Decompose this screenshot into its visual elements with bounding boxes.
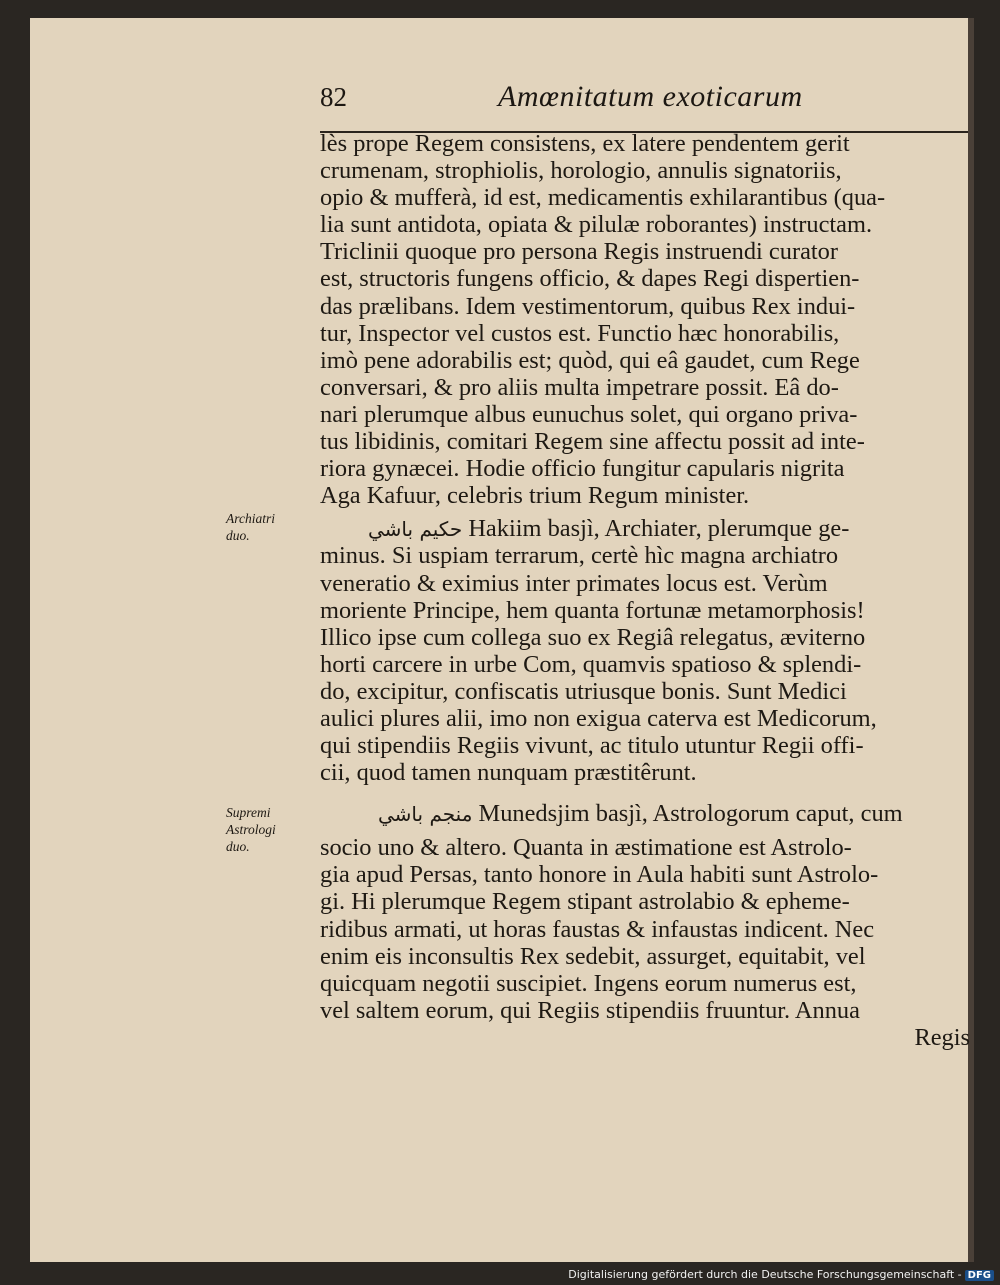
text-line: das prælibans. Idem vestimentorum, quibus Rex indui-	[320, 292, 856, 320]
text-line: lès prope Regem consistens, ex latere pendentem gerit	[320, 130, 850, 157]
text-line: tur, Inspector vel custos est. Functio hæc honorabilis,	[320, 319, 840, 347]
marginal-note-astrologi: Supremi Astrologi duo.	[226, 805, 276, 854]
text-line: quicquam negotii suscipiet. Ingens eorum numerus est,	[320, 969, 857, 997]
term-hakim-basji: Hakiim basjì, Archiater, plerumque ge-	[468, 515, 850, 543]
text-line: qui stipendiis Regiis vivunt, ac titulo utuntur Regii offi-	[320, 732, 864, 760]
running-title: Amœnitatum exoticarum	[498, 80, 803, 113]
text-line: opio & mufferà, id est, medicamentis exhilarantibus (qua-	[320, 184, 886, 212]
text-line: horti carcere in urbe Com, quamvis spatioso & splendi-	[320, 650, 862, 678]
text-line: cii, quod tamen nunquam præstitêrunt.	[320, 759, 697, 787]
text-line: nari plerumque albus eunuchus solet, qui organo priva-	[320, 400, 858, 428]
text-line: Triclinii quoque pro persona Regis instruendi curator	[320, 238, 838, 266]
digitization-credit	[568, 1268, 994, 1281]
text-line: gi. Hi plerumque Regem stipant astrolabio & epheme-	[320, 888, 850, 916]
text-line: do, excipitur, confiscatis utriusque bonis. Sunt Medici	[320, 677, 847, 705]
catchword: Regis	[914, 1023, 970, 1051]
text-line: tus libidinis, comitari Regem sine affectu possit ad inte-	[320, 428, 865, 456]
text-line: conversari, & pro aliis multa impetrare possit. Eâ do-	[320, 373, 839, 401]
text-line: gia apud Persas, tanto honore in Aula habiti sunt Astrolo-	[320, 861, 879, 889]
text-line-heading	[320, 515, 970, 542]
credit-text: Digitalisierung gefördert durch die Deutsche Forschungsgemeinschaft -	[568, 1268, 962, 1281]
body-text	[320, 130, 970, 1051]
paragraph-1	[320, 130, 970, 509]
text-line: veneratio & eximius inter primates locus est. Verùm	[320, 569, 828, 597]
text-line: lia sunt antidota, opiata & pilulæ roborantes) instructam.	[320, 211, 873, 239]
dfg-logo-icon: DFG	[965, 1270, 994, 1281]
marginal-note-archiatri: Archiatri duo.	[226, 511, 275, 543]
text-line: enim eis inconsultis Rex sedebit, assurget, equitabit, vel	[320, 942, 866, 970]
text-line: Aga Kafuur, celebris trium Regum minister.	[320, 482, 750, 510]
text-line: imò pene adorabilis est; quòd, qui eâ gaudet, cum Rege	[320, 346, 860, 374]
text-line-heading	[320, 794, 970, 834]
paragraph-astrologi	[320, 794, 970, 1051]
text-line: vel saltem eorum, qui Regiis stipendiis fruuntur. Annua	[320, 996, 860, 1024]
arabic-term-hakim-basji: حكيم باشي	[368, 517, 463, 542]
paragraph-archiater	[320, 515, 970, 786]
arabic-term-munedsjim-basji: منجم باشي	[378, 802, 473, 827]
text-line: moriente Principe, hem quanta fortunæ metamorphosis!	[320, 596, 865, 624]
text-line: crumenam, strophiolis, horologio, annulis signatoriis,	[320, 157, 842, 185]
text-line: Illico ipse cum collega suo ex Regiâ relegatus, æviterno	[320, 623, 866, 651]
text-line: ridibus armati, ut horas faustas & infaustas indicent. Nec	[320, 915, 875, 943]
text-line: riora gynæcei. Hodie officio fungitur capularis nigrita	[320, 455, 845, 483]
text-line: minus. Si uspiam terrarum, certè hìc magna archiatro	[320, 542, 839, 570]
book-page	[30, 18, 974, 1262]
page-header	[320, 80, 968, 124]
text-line: socio uno & altero. Quanta in æstimatione est Astrolo-	[320, 834, 852, 862]
page-number: 82	[320, 82, 347, 112]
text-line: est, structoris fungens officio, & dapes Regi dispertien-	[320, 265, 860, 293]
term-munedsjim-basji: Munedsjim basjì, Astrologorum caput, cum	[478, 800, 903, 828]
text-line: aulici plures alii, imo non exigua caterva est Medicorum,	[320, 704, 877, 732]
